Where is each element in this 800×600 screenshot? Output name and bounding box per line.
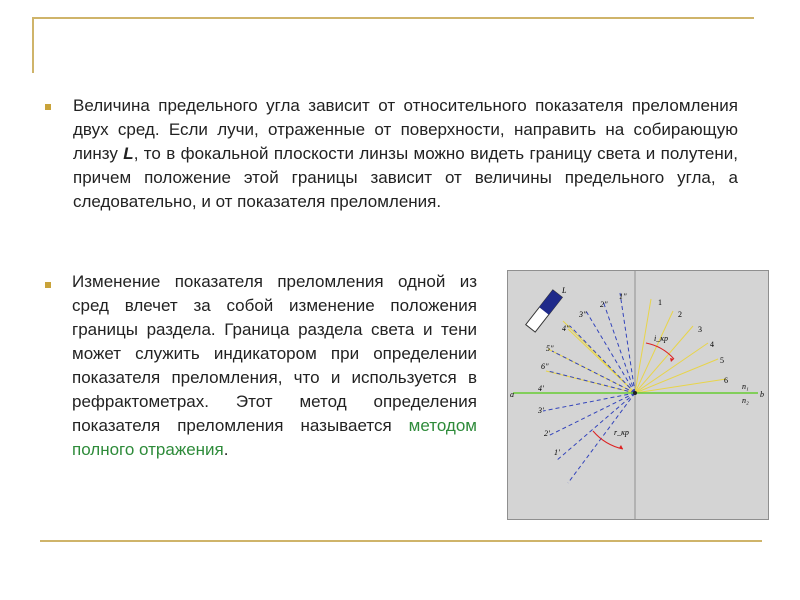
- lens-letter: L: [123, 144, 134, 163]
- bullet-square-icon: [45, 282, 51, 288]
- paragraph-critical-angle: [73, 94, 738, 214]
- paragraph1-text-end: , то в фокальной плоскости линзы можно видеть границу света и полутени, причем положение этой границы зависит от величины предельного угла, а следовательно, и от показателя преломления.: [73, 144, 738, 211]
- refraction-diagram: [507, 270, 769, 520]
- ray-label-1pp: 1'': [619, 292, 627, 301]
- angle-arc-top: [646, 343, 674, 359]
- refraction-diagram-svg: [508, 271, 768, 519]
- ray-label-3: 3: [698, 325, 702, 334]
- frame-left-line: [32, 17, 34, 73]
- paragraph1-text-start: Величина предельного угла зависит от относительного показателя преломления двух сред. Если лучи, отраженные от поверхности, направить на собирающую линзу: [73, 96, 738, 163]
- lens-tube-icon: [526, 290, 563, 332]
- blue-rays-upper: [548, 293, 635, 393]
- paragraph2-text-main: Изменение показателя преломления одной из сред влечет за собой изменение положения границы раздела. Граница раздела света и тени может служить индикатором при определении показателя преломления, что и используется в рефрактометрах. Этот метод определения показателя преломления называется: [72, 272, 477, 435]
- ray-label-2: 2: [678, 310, 682, 319]
- ray-label-6: 6: [724, 376, 728, 385]
- paragraph-refractometer: [72, 270, 477, 462]
- lens-label: L: [562, 286, 567, 295]
- critical-angle-top-label: i_кр: [654, 334, 668, 343]
- point-b-label: b: [760, 390, 764, 399]
- medium-1-label: n₁: [742, 382, 749, 391]
- medium-2-label: n₂: [742, 396, 749, 405]
- frame-bottom-line: [40, 540, 762, 542]
- incidence-point: [633, 391, 637, 395]
- blue-rays-lower: [543, 393, 635, 483]
- ray-label-3p: 3': [538, 406, 544, 415]
- ray-label-4p: 4': [538, 384, 544, 393]
- ray-label-5: 5: [720, 356, 724, 365]
- bullet-square-icon: [45, 104, 51, 110]
- critical-angle-bottom-label: r_кр: [614, 428, 629, 437]
- ray-label-4pp: 4'': [562, 324, 570, 333]
- point-a-label: a: [510, 390, 514, 399]
- method-highlight: методом полного отражения: [72, 416, 477, 459]
- ray-label-1: 1: [658, 298, 662, 307]
- ray-label-1p: 1': [554, 448, 560, 457]
- ray-label-2p: 2': [544, 429, 550, 438]
- paragraph2-text-end: .: [223, 440, 229, 459]
- ray-label-5pp: 5'': [546, 344, 554, 353]
- ray-label-4: 4: [710, 340, 714, 349]
- ray-label-6pp: 6'': [541, 362, 549, 371]
- ray-label-2pp: 2'': [600, 300, 608, 309]
- frame-top-line: [32, 17, 754, 19]
- ray-label-3pp: 3'': [579, 310, 587, 319]
